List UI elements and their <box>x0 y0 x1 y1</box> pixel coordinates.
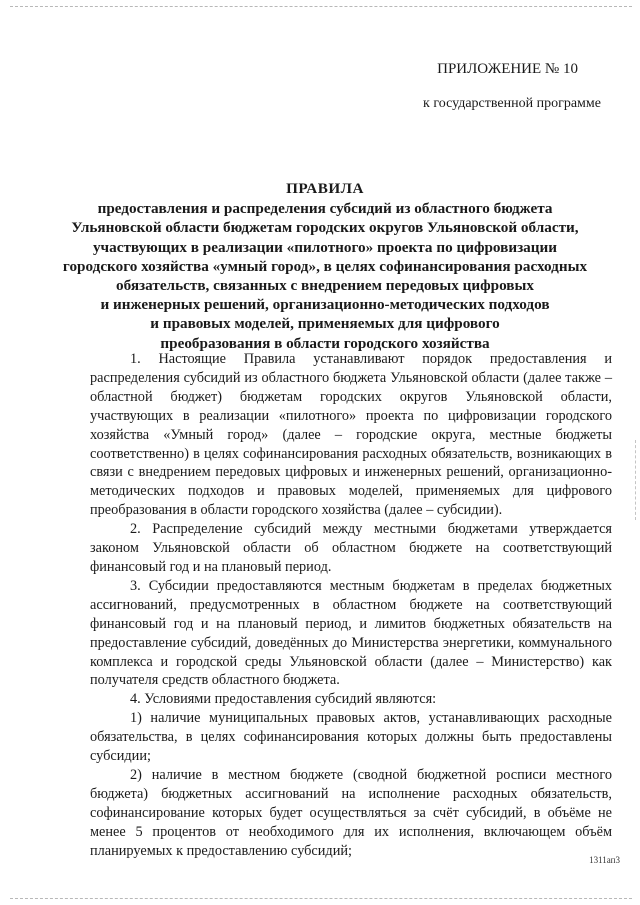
paragraph-1: 1. Настоящие Правила устанавливают порядок предоставления и распределения субсидий из областного бюджета Ульяновской области (далее также – областной бюджет) бюджетам городских округов Ульяновской области, участвующих в реализации «пилотного» проекта по цифровизации городского хозяйства «Умный город» (далее – городские округа, местные бюджеты соответственно) в целях софинансирования расходных обязательств, возникающих в связи с внедрением передовых цифровых и инженерных решений, организационно-методических подходов и правовых моделей, применяемых для цифрового преобразования в области городского хозяйства (далее – субсидии). <box>90 351 612 519</box>
paragraph-4-item-1: 1) наличие муниципальных правовых актов, устанавливающих расходные обязательства, в целях софинансирования которых должны быть предоставлены субсидии; <box>90 710 612 765</box>
paragraph-3: 3. Субсидии предоставляются местным бюджетам в пределах бюджетных ассигнований, предусмотренных в областном бюджете на соответствующий финансовый год и на плановый период, и лимитов бюджетных обязательств на предоставление субсидий, доведённых до Министерства энергетики, коммунального комплекса и городской среды Ульяновской области (далее – Министерство) как получателя средств областного бюджета. <box>90 577 612 689</box>
heading-line: предоставления и распределения субсидий из областного бюджета <box>97 200 553 218</box>
appendix-subtitle: к государственной программе <box>423 96 601 111</box>
scan-edge-bottom <box>10 898 632 899</box>
heading-line: Ульяновской области бюджетам городских округов Ульяновской области, <box>71 219 579 237</box>
heading-line: городского хозяйства «умный город», в целях софинансирования расходных <box>62 257 588 275</box>
heading-line: обязательств, связанных с внедрением передовых цифровых <box>116 277 534 295</box>
paragraph-4: 4. Условиями предоставления субсидий являются: <box>130 691 437 708</box>
heading-title: ПРАВИЛА <box>286 180 364 197</box>
appendix-title: ПРИЛОЖЕНИЕ № 10 <box>437 61 578 77</box>
heading-line: участвующих в реализации «пилотного» проекта по цифровизации <box>92 238 558 256</box>
heading-line: и инженерных решений, организационно-методических подходов <box>100 296 550 314</box>
page-code: 1311ап3 <box>589 855 620 865</box>
scan-edge-top <box>10 6 632 7</box>
paragraph-4-item-2: 2) наличие в местном бюджете (сводной бюджетной росписи местного бюджета) бюджетных ассигнований на исполнение расходных обязательств, софинансирование которых будет осуществляться за счёт субсидий, в объёме не менее 5 процентов от необходимого для их исполнения, включающем объём планируемых к предоставлению субсидий; <box>90 766 612 859</box>
heading-line: преобразования в области городского хозяйства <box>160 334 490 352</box>
heading-line: и правовых моделей, применяемых для цифрового <box>150 315 500 333</box>
document-body <box>90 350 612 860</box>
scan-edge-right <box>635 440 636 520</box>
document-heading <box>60 179 590 353</box>
paragraph-2: 2. Распределение субсидий между местными бюджетами утверждается законом Ульяновской области об областном бюджете на соответствующий финансовый год и на плановый период. <box>90 521 612 575</box>
